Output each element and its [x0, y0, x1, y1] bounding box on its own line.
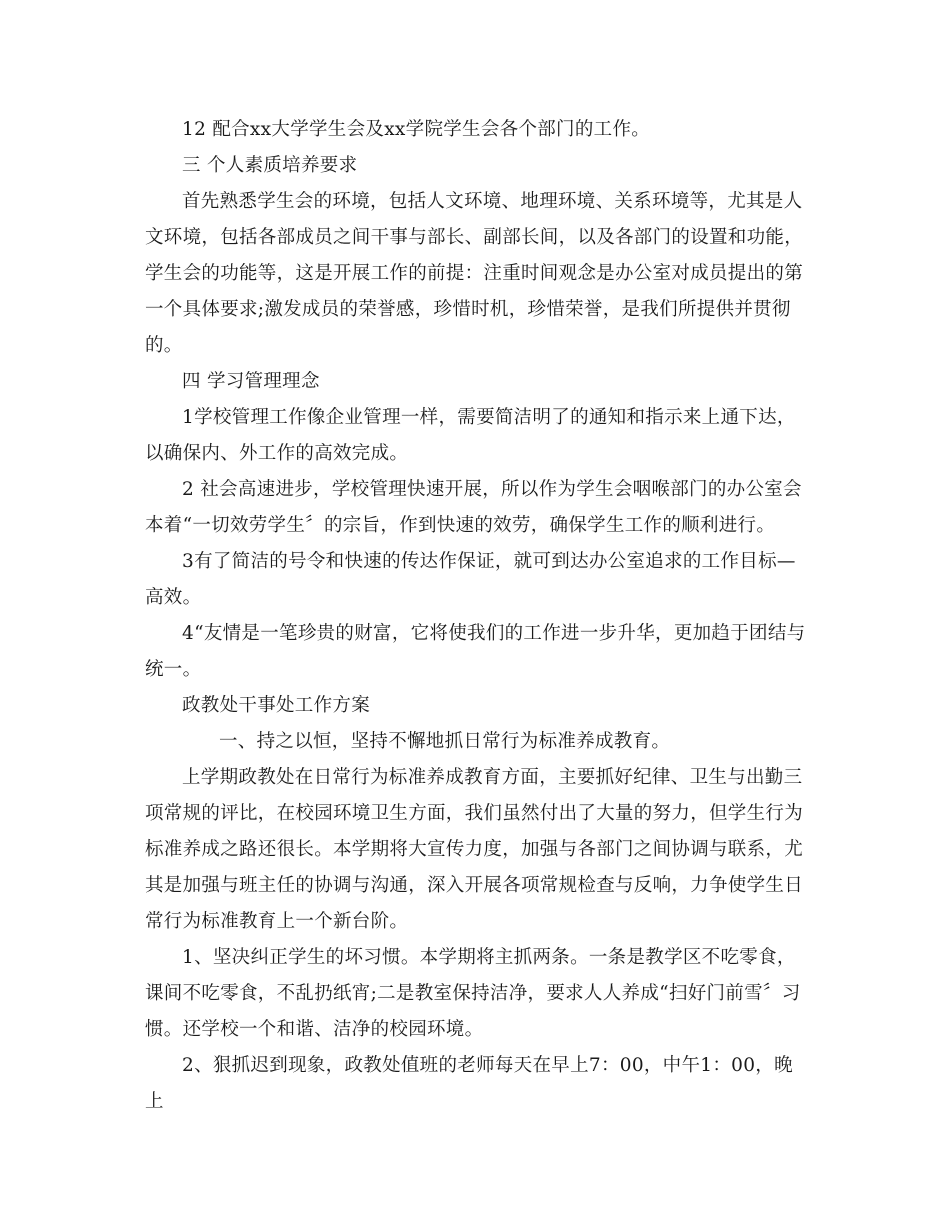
paragraph-lateness: 2、狠抓迟到现象，政教处值班的老师每天在早上7：00，中午1：00，晚上	[145, 1055, 793, 1112]
paragraph-item-3: 3有了简洁的号令和快速的传达作保证，就可到达办公室追求的工作目标—高效。	[145, 551, 796, 608]
section-heading-management-concept: 四 学习管理理念	[182, 371, 320, 392]
document-title-plan: 政教处干事处工作方案	[182, 695, 371, 716]
paragraph-last-semester: 上学期政教处在日常行为标准养成教育方面，主要抓好纪律、卫生与出勤三项常规的评比，在校园环境卫生方面，我们虽然付出了大量的努力，但学生行为标准养成之路还很长。本学期将大宣传力度，加强与各部门之间协调与联系，尤其是加强与班主任的协调与沟通，深入开展各项常规检查与反响，力争使学生日常行为标准教育上一个新台阶。	[145, 767, 804, 932]
paragraph-bad-habits: 1、坚决纠正学生的坏习惯。本学期将主抓两条。一条是教学区不吃零食，课间不吃零食，不乱扔纸宵;二是教室保持洁净，要求人人养成“扫好门前雪〞习惯。还学校一个和谐、洁净的校园环境。	[145, 947, 801, 1040]
paragraph-item-1: 1学校管理工作像企业管理一样，需要简洁明了的通知和指示来上通下达，以确保内、外工作的高效完成。	[145, 407, 796, 464]
paragraph-item-2: 2 社会高速进步，学校管理快速开展，所以作为学生会咽喉部门的办公室会本着“一切效劳学生〞的宗旨，作到快速的效劳，确保学生工作的顺利进行。	[145, 479, 802, 536]
paragraph-item-4: 4“友情是一笔珍贵的财富，它将使我们的工作进一步升华，更加趋于团结与统一。	[145, 623, 806, 680]
section-heading-persistence: 一、持之以恒，坚持不懈地抓日常行为标准养成教育。	[219, 731, 671, 752]
paragraph-environment: 首先熟悉学生会的环境，包括人文环境、地理环境、关系环境等，尤其是人文环境，包括各部成员之间干事与部长、副部长间，以及各部门的设置和功能，学生会的功能等，这是开展工作的前提：注重时间观念是办公室对成员提出的第一个具体要求;激发成员的荣誉感，珍惜时机，珍惜荣誉，是我们所提供并贯彻的。	[145, 191, 804, 356]
section-heading-personal-quality: 三 个人素质培养要求	[182, 155, 358, 176]
document-body	[145, 112, 810, 1120]
paragraph-item-12: 12 配合xx大学学生会及xx学院学生会各个部门的工作。	[182, 119, 651, 140]
